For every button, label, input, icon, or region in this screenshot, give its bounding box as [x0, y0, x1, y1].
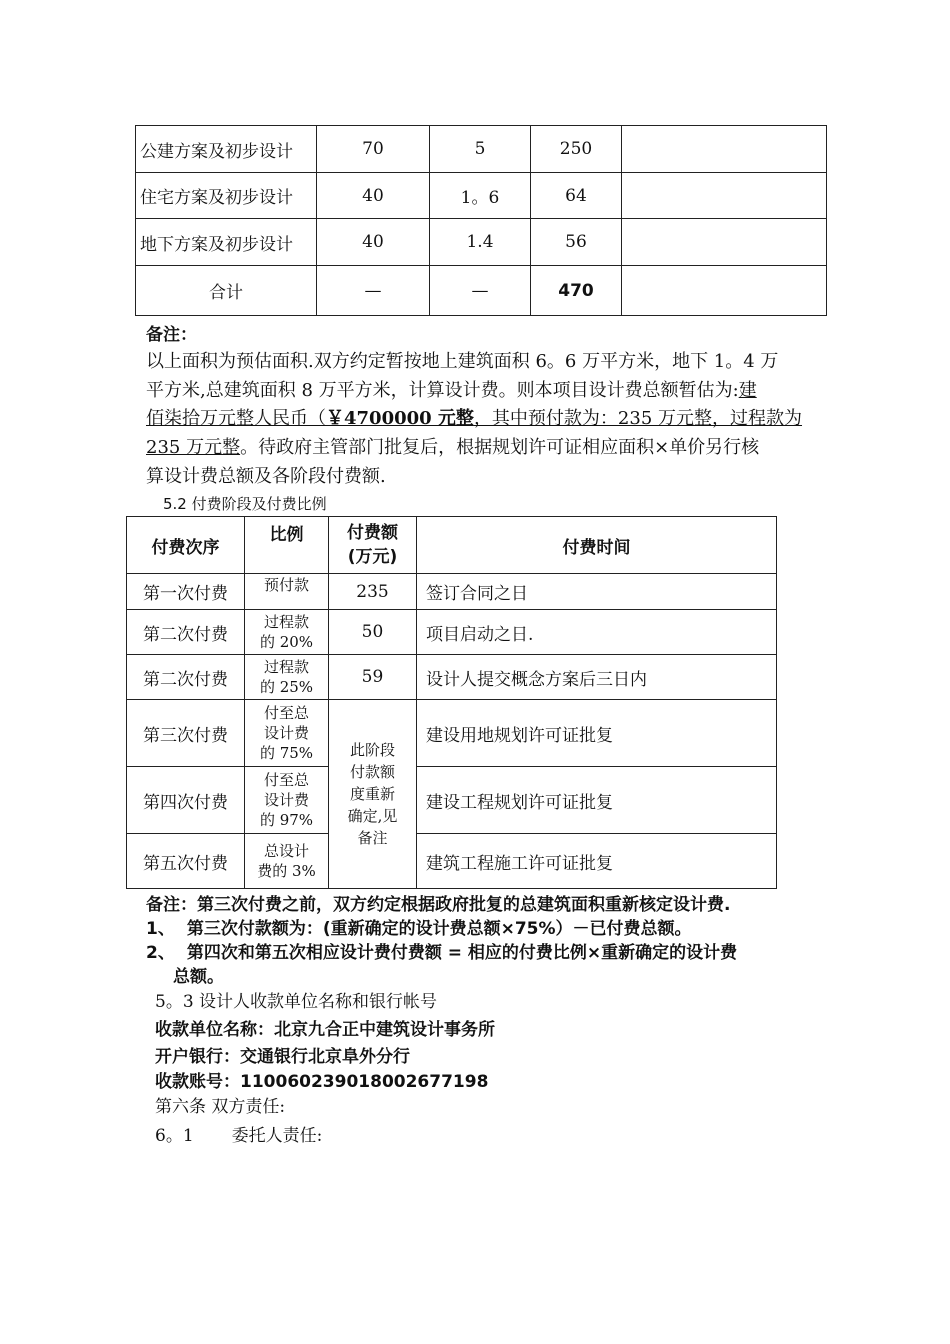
- ratio-line: 预付款: [263, 576, 309, 594]
- ratio-line: 的 20%: [259, 633, 314, 651]
- remarks-line-2-underlined: 建: [738, 380, 757, 401]
- remarks-line-2-text: 平方米,总建筑面积 8 万平方米，计算设计费。则本项目设计费总额暂估为:: [146, 380, 739, 401]
- ratio: [245, 655, 329, 700]
- seq: 第三次付费: [127, 700, 245, 767]
- ratio-line: 付至总: [263, 704, 309, 722]
- seq: 第五次付费: [127, 834, 245, 889]
- unit-price: —: [430, 266, 531, 316]
- table-row: [136, 126, 827, 173]
- merged-amount-line: 确定,见: [347, 807, 398, 825]
- item-number: 2、: [146, 943, 175, 963]
- ratio-line: 的 75%: [259, 744, 314, 762]
- remarks-total-amount: ￥4700000 元整: [326, 408, 474, 429]
- time: 项目启动之日.: [417, 610, 777, 655]
- time: 设计人提交概念方案后三日内: [417, 655, 777, 700]
- bank-name: 开户银行：交通银行北京阜外分行: [155, 1047, 410, 1067]
- table-row: [127, 574, 777, 610]
- table-row: [136, 219, 827, 266]
- ratio: [245, 574, 329, 610]
- payee-name: 收款单位名称：北京九合正中建筑设计事务所: [155, 1020, 495, 1040]
- table-row: [127, 610, 777, 655]
- section-5-3-title: 5。3 设计人收款单位名称和银行帐号: [155, 992, 438, 1012]
- time: 建设工程规划许可证批复: [417, 767, 777, 834]
- ratio-line: 设计费: [263, 724, 309, 742]
- time: 签订合同之日: [417, 574, 777, 610]
- table-row: [127, 700, 777, 767]
- notes-2-item-2: [146, 938, 737, 963]
- fee: 64: [531, 173, 622, 219]
- merged-amount-line: 备注: [357, 829, 388, 847]
- area: —: [317, 266, 430, 316]
- table-row: [127, 834, 777, 889]
- fee: 56: [531, 219, 622, 266]
- section-5-2-title: 5.2 付费阶段及付费比例: [163, 495, 327, 513]
- merged-amount-line: 付款额: [349, 763, 395, 781]
- sub-number: 6。1: [155, 1126, 194, 1146]
- remarks-label: 备注：: [146, 325, 197, 345]
- time: 建设用地规划许可证批复: [417, 700, 777, 767]
- item-text: 第三次付款额为：(重新确定的设计费总额×75%）－已付费总额。: [186, 919, 692, 939]
- remarks-line-5: 算设计费总额及各阶段付费额.: [146, 466, 386, 487]
- ratio-line: 设计费: [263, 791, 309, 809]
- ratio: [245, 610, 329, 655]
- remarks-line-4-underlined: 235 万元整: [146, 437, 241, 458]
- fee: 250: [531, 126, 622, 173]
- unit-price: 1。6: [430, 173, 531, 219]
- merged-amount-line: 度重新: [349, 785, 395, 803]
- design-fee-table: [135, 125, 827, 316]
- remarks-line-3-underlined-a: 佰柒拾万元整人民币（: [146, 408, 326, 429]
- amount: 235: [329, 574, 417, 610]
- remarks-line-4-text: 。待政府主管部门批复后，根据规划许可证相应面积×单价另行核: [240, 437, 760, 458]
- header-amount: [329, 517, 417, 574]
- merged-amount: [329, 700, 417, 889]
- item-name: 公建方案及初步设计: [136, 126, 317, 173]
- seq: 第二次付费: [127, 655, 245, 700]
- item-number: 1、: [146, 919, 175, 939]
- merged-amount-line: 此阶段: [349, 741, 395, 759]
- header-time: 付费时间: [417, 517, 777, 574]
- notes-2-item-1: [146, 914, 692, 939]
- payment-schedule-table: [126, 516, 777, 889]
- item-text: 第四次和第五次相应设计费付费额 = 相应的付费比例×重新确定的设计费: [186, 943, 738, 963]
- note: [622, 219, 827, 266]
- amount: 59: [329, 655, 417, 700]
- ratio: [245, 834, 329, 889]
- seq: 第二次付费: [127, 610, 245, 655]
- remarks-line-3-underlined-b: ，其中预付款为：235 万元整，过程款为: [473, 408, 803, 429]
- ratio-line: 过程款: [263, 658, 309, 676]
- item-name: 地下方案及初步设计: [136, 219, 317, 266]
- time: 建筑工程施工许可证批复: [417, 834, 777, 889]
- note: [622, 173, 827, 219]
- note: [622, 266, 827, 316]
- ratio: [245, 700, 329, 767]
- total-row: [136, 266, 827, 316]
- ratio-line: 的 97%: [259, 811, 314, 829]
- remarks-line-1: 以上面积为预估面积.双方约定暂按地上建筑面积 6。6 万平方米，地下 1。4 万: [146, 351, 779, 372]
- ratio-line: 过程款: [263, 613, 309, 631]
- account-number: 收款账号：110060239018002677198: [155, 1072, 489, 1092]
- seq: 第一次付费: [127, 574, 245, 610]
- ratio-line: 总设计: [263, 842, 309, 860]
- table-header-row: [127, 517, 777, 574]
- table-row: [127, 655, 777, 700]
- sub-title: 委托人责任:: [231, 1126, 323, 1146]
- note: [622, 126, 827, 173]
- unit-price: 5: [430, 126, 531, 173]
- ratio-line: 的 25%: [259, 678, 314, 696]
- area: 40: [317, 219, 430, 266]
- remarks-line-4: [146, 433, 759, 459]
- article-6-1: [155, 1121, 322, 1146]
- table-row: [127, 767, 777, 834]
- table-row: [136, 173, 827, 219]
- area: 40: [317, 173, 430, 219]
- remarks-line-2: [146, 376, 757, 402]
- article-6-title: 第六条 双方责任:: [155, 1097, 286, 1117]
- total-label: 合计: [136, 266, 317, 316]
- seq: 第四次付费: [127, 767, 245, 834]
- header-amount-line1: 付费额: [347, 523, 398, 543]
- ratio-line: 付至总: [263, 771, 309, 789]
- notes-2-item-2-cont: 总额。: [173, 967, 224, 987]
- total-fee: 470: [531, 266, 622, 316]
- header-ratio: 比例: [245, 517, 329, 574]
- notes-2-line-1: 备注：第三次付费之前，双方约定根据政府批复的总建筑面积重新核定设计费.: [146, 895, 731, 915]
- header-seq: 付费次序: [127, 517, 245, 574]
- item-name: 住宅方案及初步设计: [136, 173, 317, 219]
- ratio: [245, 767, 329, 834]
- ratio-line: 费的 3%: [257, 862, 316, 880]
- header-amount-line2: (万元): [347, 547, 398, 567]
- unit-price: 1.4: [430, 219, 531, 266]
- area: 70: [317, 126, 430, 173]
- remarks-line-3: [146, 404, 802, 430]
- amount: 50: [329, 610, 417, 655]
